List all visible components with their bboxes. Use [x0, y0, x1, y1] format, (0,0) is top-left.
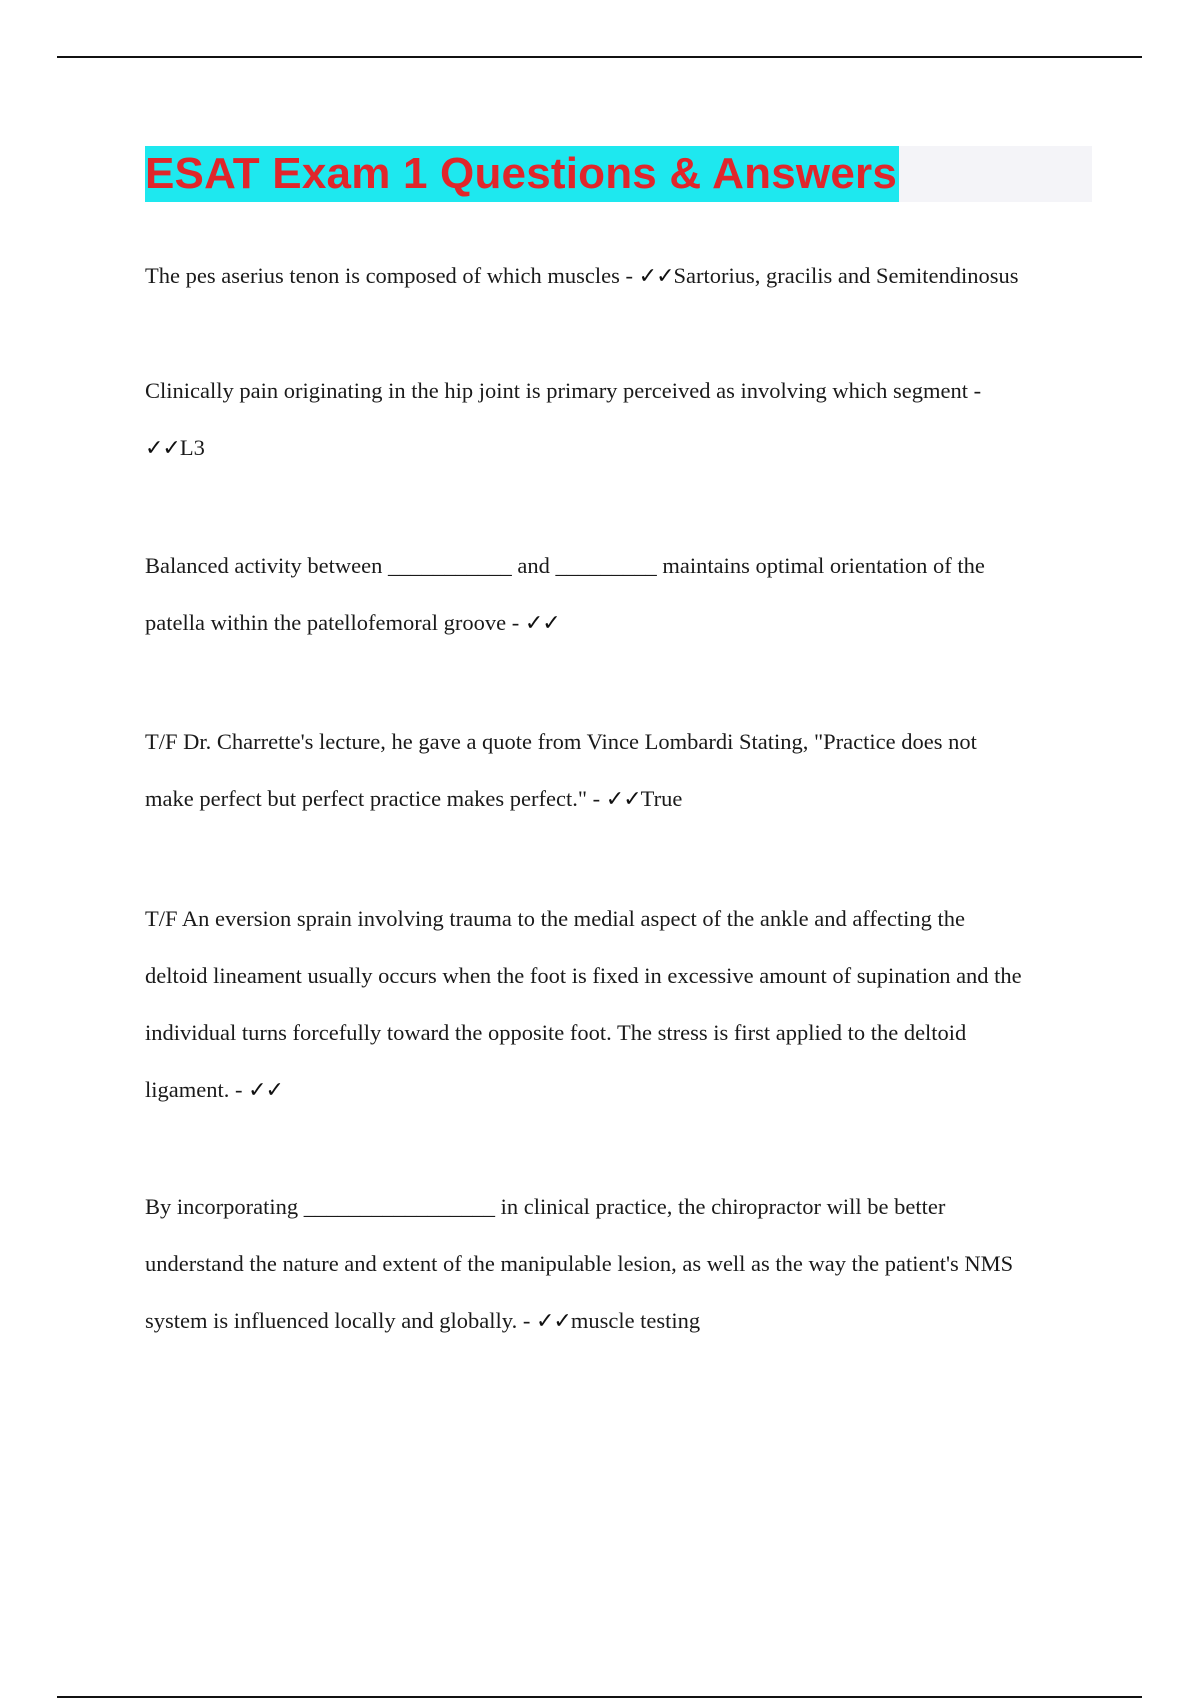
qa-item-3	[145, 537, 1100, 652]
check-mark-icon: ✓✓	[535, 1309, 571, 1334]
question-text: By incorporating _________________ in clinical practice, the chiropractor will be better	[145, 1194, 946, 1219]
question-text: T/F An eversion sprain involving trauma to the medial aspect of the ankle and affecting the	[145, 906, 965, 931]
qa-line	[145, 947, 1100, 1004]
qa-item-5	[145, 890, 1100, 1119]
check-mark-icon: ✓✓	[638, 264, 674, 289]
qa-line	[145, 890, 1100, 947]
qa-line	[145, 419, 1100, 477]
question-text: system is influenced locally and globally. -	[145, 1308, 536, 1333]
question-text: Clinically pain originating in the hip joint is primary perceived as involving which segment -	[145, 378, 982, 403]
answer-text: muscle testing	[570, 1308, 701, 1333]
qa-line	[145, 1235, 1100, 1292]
page-title: ESAT Exam 1 Questions & Answers	[145, 146, 899, 202]
question-text: understand the nature and extent of the manipulable lesion, as well as the way the patient's NMS	[145, 1251, 1014, 1276]
question-text: patella within the patellofemoral groove -	[145, 610, 525, 635]
qa-line	[145, 1004, 1100, 1061]
check-mark-icon: ✓✓	[524, 611, 560, 636]
answer-text: Sartorius, gracilis and Semitendinosus	[673, 263, 1019, 288]
check-mark-icon: ✓✓	[605, 787, 641, 812]
qa-line	[145, 362, 1100, 419]
question-text: individual turns forcefully toward the opposite foot. The stress is first applied to the deltoid	[145, 1020, 967, 1045]
answer-text: True	[640, 786, 683, 811]
question-text: T/F Dr. Charrette's lecture, he gave a quote from Vince Lombardi Stating, "Practice does not	[145, 729, 977, 754]
qa-line	[145, 1292, 1100, 1350]
question-text: deltoid lineament usually occurs when the foot is fixed in excessive amount of supination and the	[145, 963, 1022, 988]
bottom-rule	[57, 1696, 1142, 1698]
question-text: make perfect but perfect practice makes perfect." -	[145, 786, 606, 811]
qa-line	[145, 1178, 1100, 1235]
qa-item-1	[145, 247, 1100, 305]
answer-text: L3	[179, 435, 205, 460]
question-text: The pes aserius tenon is composed of which muscles -	[145, 263, 639, 288]
qa-line	[145, 713, 1100, 770]
qa-item-2	[145, 362, 1100, 477]
check-mark-icon: ✓✓	[145, 436, 180, 461]
qa-line	[145, 1061, 1100, 1119]
qa-line	[145, 594, 1100, 652]
question-text: ligament. -	[145, 1077, 249, 1102]
qa-item-6	[145, 1178, 1100, 1350]
check-mark-icon: ✓✓	[248, 1078, 283, 1103]
qa-line	[145, 770, 1100, 828]
title-band	[145, 146, 1092, 202]
question-text: Balanced activity between ___________ and _________ maintains optimal orientation of the	[145, 553, 985, 578]
qa-item-4	[145, 713, 1100, 828]
qa-line	[145, 247, 1100, 305]
qa-line	[145, 537, 1100, 594]
top-rule	[57, 56, 1142, 58]
